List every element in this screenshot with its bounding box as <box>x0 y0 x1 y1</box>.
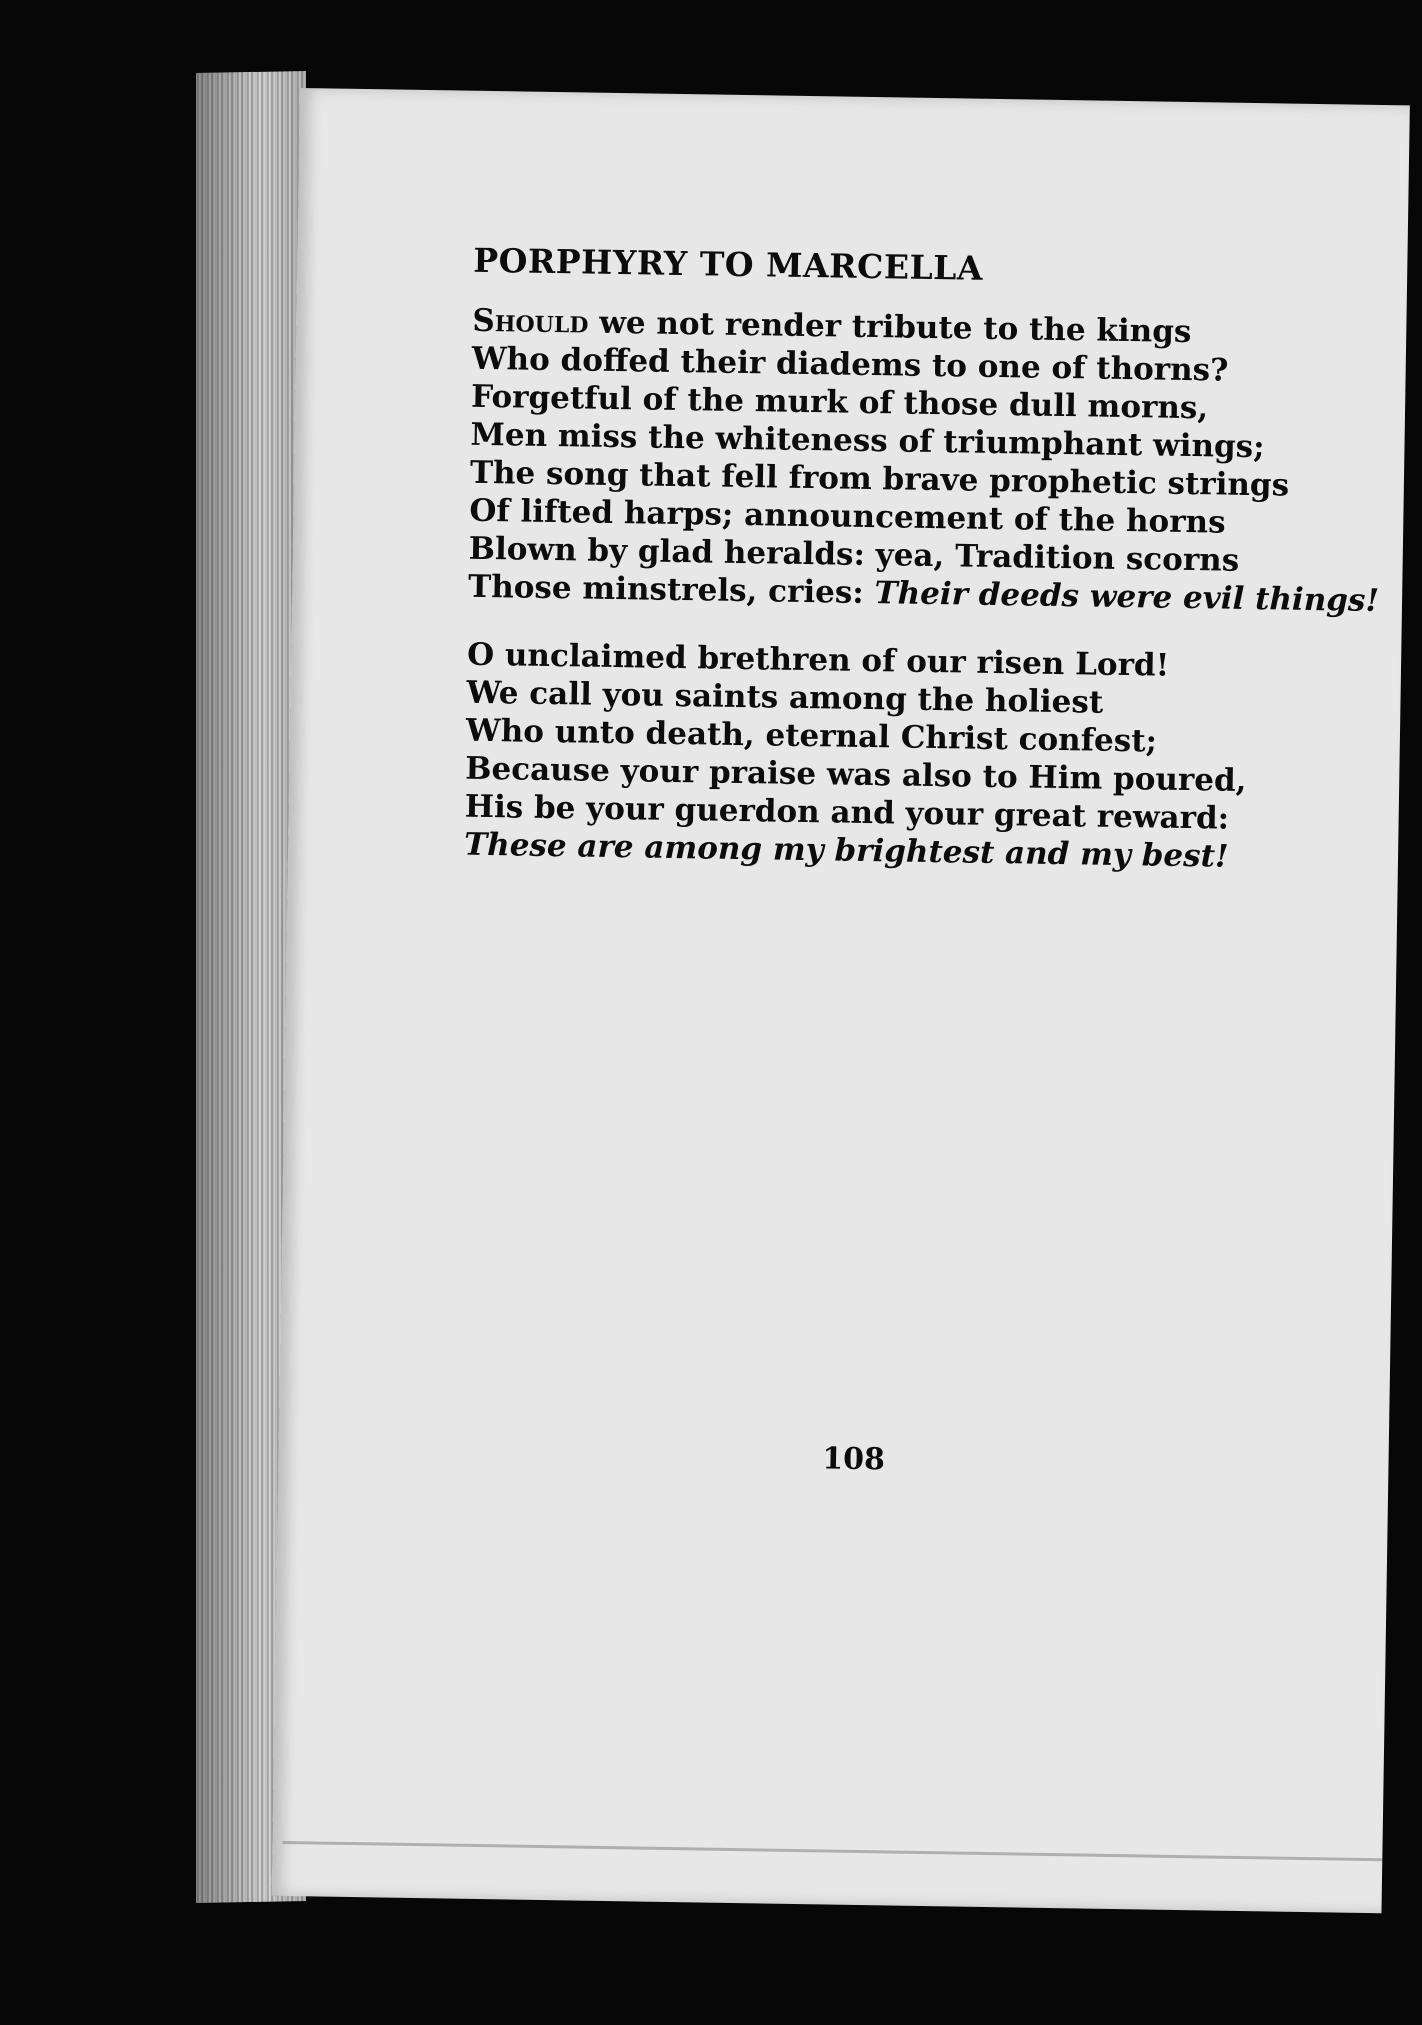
poem <box>463 240 1380 907</box>
poem-line: His be your guerdon and your great reward: <box>464 788 1230 837</box>
opening-word: Should <box>472 302 589 341</box>
line-text: we not render tribute to the kings <box>588 304 1192 351</box>
page-bottom-edge <box>282 1841 1382 1861</box>
poem-line: Men miss the whiteness of triumphant wings; <box>470 416 1265 466</box>
poem-line: Who unto death, eternal Christ confest; <box>465 712 1158 760</box>
poem-line: We call you saints among the holiest <box>466 674 1104 721</box>
poem-line: Blown by glad heralds: yea, Tradition scorns <box>468 530 1240 579</box>
italic-quote: Their deeds were evil things! <box>874 575 1380 620</box>
book-page <box>272 88 1410 1913</box>
poem-line: O unclaimed brethren of our risen Lord! <box>466 636 1170 684</box>
poem-line: The song that fell from brave prophetic strings <box>469 454 1290 504</box>
poem-line: Because your praise was also to Him poured, <box>465 750 1247 799</box>
poem-title: PORPHYRY TO MARCELLA <box>473 240 984 288</box>
poem-line: Who doffed their diadems to one of thorns? <box>471 340 1229 389</box>
stanza-2 <box>464 636 1327 877</box>
page-number: 108 <box>821 1441 886 1478</box>
poem-line: Forgetful of the murk of those dull morns, <box>470 378 1209 427</box>
poem-line: Of lifted harps; announcement of the horns <box>469 492 1226 541</box>
line-text: Those minstrels, cries: <box>467 568 875 612</box>
poem-line: These are among my brightest and my best! <box>463 826 1229 875</box>
stanza-1 <box>467 302 1380 620</box>
